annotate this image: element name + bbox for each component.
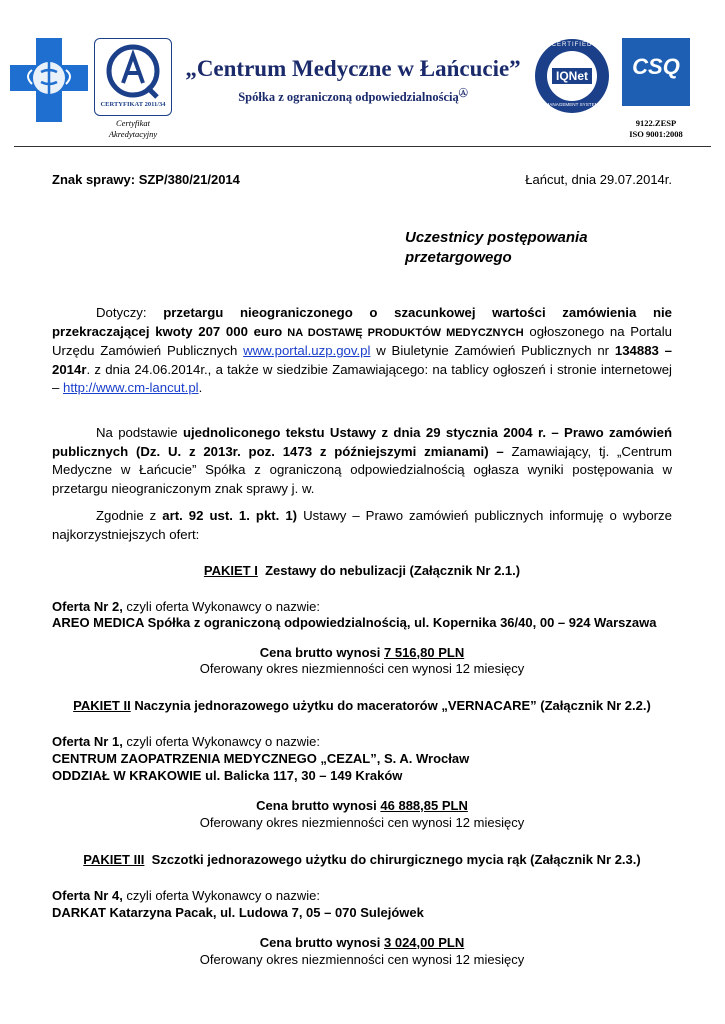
- p1-t7: . z dnia 24.06.2014r., a także w siedzibie Zamawiającego: na tablicy ogłoszeń i stronie internetowej –: [52, 361, 672, 395]
- p1-t2: przetargu nieograniczonego o szacunkowej wartości zamówienia nie przekraczającej kwoty 207 000 euro: [52, 305, 672, 339]
- p1-t5: w Biuletynie Zamówień Publicznych nr: [370, 343, 615, 358]
- addressee-line1: Uczestnicy postępowania: [405, 229, 588, 246]
- package-2-offer-no: Oferta Nr 1,: [52, 734, 123, 749]
- package-3-offer-intro: czyli oferta Wykonawcy o nazwie:: [122, 888, 320, 903]
- iqnet-logo: [534, 38, 610, 114]
- package-2-label: PAKIET II: [73, 698, 131, 713]
- package-3-price: 3 024,00 PLN: [384, 935, 465, 950]
- medical-cross-logo: [10, 38, 88, 122]
- package-2-price: 46 888,85 PLN: [380, 798, 468, 813]
- package-1-offer-intro: czyli oferta Wykonawcy o nazwie:: [122, 599, 320, 614]
- case-number: Znak sprawy: SZP/380/21/2014: [52, 172, 240, 187]
- iso-caption-line2: ISO 9001:2008: [629, 129, 683, 139]
- place-date: Łańcut, dnia 29.07.2014r.: [525, 172, 672, 187]
- p1-t1: Dotyczy:: [96, 305, 164, 320]
- package-3-price-label: Cena brutto wynosi: [259, 935, 384, 950]
- p3-t2: art. 92 ust. 1. pkt. 1): [162, 508, 298, 523]
- p2-t2: ujednoliconego tekstu Ustawy z dnia 29 stycznia 2004 r. – Prawo zamówień publicznych (Dz. U. z 2013r. poz. 1473 z późniejszymi zmianami) –: [52, 425, 672, 459]
- package-1-contractor: AREO MEDICA Spółka z ograniczoną odpowiedzialnością, ul. Kopernika 36/40, 00 – 924 Warszawa: [52, 615, 657, 630]
- p1-t3: NA DOSTAWĘ PRODUKTÓW MEDYCZNYCH: [282, 326, 524, 339]
- addressee-line2: przetargowego: [405, 249, 512, 266]
- certificate-caption-line1: Certyfikat: [116, 118, 150, 128]
- iqnet-ring-bottom: MANAGEMENT SYSTEM: [545, 102, 599, 107]
- package-1-price-label: Cena brutto wynosi: [259, 645, 384, 660]
- iso-caption-line1: 9122.ZESP: [635, 118, 677, 128]
- p1-t8: .: [198, 380, 203, 395]
- package-2-offer: [52, 733, 320, 751]
- certificate-caption-line2: Akredytacyjny: [108, 129, 158, 139]
- paragraph-selection: [52, 507, 672, 544]
- package-3-contractor: DARKAT Katarzyna Pacak, ul. Ludowa 7, 05 – 070 Sulejówek: [52, 905, 424, 920]
- package-2-contractor-line2: ODDZIAŁ W KRAKOWIE ul. Balicka 117, 30 – 149 Kraków: [52, 768, 403, 783]
- package-1-label: PAKIET I: [203, 563, 258, 578]
- iso-caption: [606, 118, 706, 140]
- p2-t3: Zamawiający, tj. „Centrum Medyczne w Łańcucie” Spółka z ograniczoną odpowiedzialnością ogłasza wyniki postępowania w przetargu nieograniczonym znak sprawy j. w.: [52, 443, 672, 496]
- company-subtitle: [178, 86, 528, 105]
- certificate-logo-label: CERTYFIKAT 2011/34: [100, 101, 166, 108]
- package-2-title: Naczynia jednorazowego użytku do maceratorów „VERNACARE” (Załącznik Nr 2.2.): [130, 698, 651, 713]
- p1-t6: 134883 – 2014r: [52, 343, 672, 377]
- package-1-validity: Oferowany okres niezmienności cen wynosi 12 miesięcy: [199, 661, 525, 676]
- paragraph-legal-basis: [52, 424, 672, 498]
- iqnet-ring-top: CERTIFIED: [551, 42, 593, 48]
- p3-t3: Ustawy – Prawo zamówień publicznych informuję o wyborze najkorzystniejszych ofert:: [52, 508, 672, 542]
- package-3-validity: Oferowany okres niezmienności cen wynosi 12 miesięcy: [199, 952, 525, 967]
- package-2-offer-intro: czyli oferta Wykonawcy o nazwie:: [122, 734, 320, 749]
- certificate-caption: [92, 118, 174, 140]
- package-3-price-line: [52, 934, 672, 952]
- package-1-offer-no: Oferta Nr 2,: [52, 599, 123, 614]
- package-3-heading: [52, 851, 672, 869]
- iqnet-text: IQNet: [555, 69, 588, 83]
- certificate-logo: [94, 38, 172, 116]
- package-2-price-label: Cena brutto wynosi: [256, 798, 381, 813]
- package-3-offer-no: Oferta Nr 4,: [52, 888, 123, 903]
- header-divider: [14, 146, 711, 147]
- package-3-title: Szczotki jednorazowego użytku do chirurgicznego mycia rąk (Załącznik Nr 2.3.): [144, 852, 641, 867]
- package-3-offer: [52, 887, 320, 905]
- package-1-price: 7 516,80 PLN: [384, 645, 465, 660]
- csq-text: CSQ: [632, 54, 680, 79]
- company-website-link[interactable]: http://www.cm-lancut.pl: [63, 380, 199, 395]
- package-1-title: Zestawy do nebulizacji (Załącznik Nr 2.1.): [257, 563, 521, 578]
- package-2-heading: [52, 697, 672, 715]
- package-3-label: PAKIET III: [83, 852, 145, 867]
- package-1-heading: [52, 562, 672, 580]
- company-subtitle-text: Spółka z ograniczoną odpowiedzialnością: [238, 90, 459, 105]
- package-2-validity: Oferowany okres niezmienności cen wynosi 12 miesięcy: [199, 815, 525, 830]
- csq-logo: [622, 38, 690, 106]
- company-title: „Centrum Medyczne w Łańcucie”: [185, 56, 521, 81]
- p3-t1: Zgodnie z: [96, 508, 163, 523]
- package-2-contractor-line1: CENTRUM ZAOPATRZENIA MEDYCZNEGO „CEZAL”, S. A. Wrocław: [52, 751, 470, 766]
- letterhead: [0, 0, 725, 150]
- registered-mark-icon: Ⓐ: [458, 88, 468, 98]
- uzp-portal-link[interactable]: www.portal.uzp.gov.pl: [243, 343, 371, 358]
- package-2-price-line: [52, 797, 672, 815]
- paragraph-subject: [52, 304, 672, 398]
- p1-t4: ogłoszonego na Portalu Urzędu Zamówień Publicznych: [52, 323, 672, 358]
- p2-t1: Na podstawie: [96, 425, 183, 440]
- addressee: [405, 228, 588, 268]
